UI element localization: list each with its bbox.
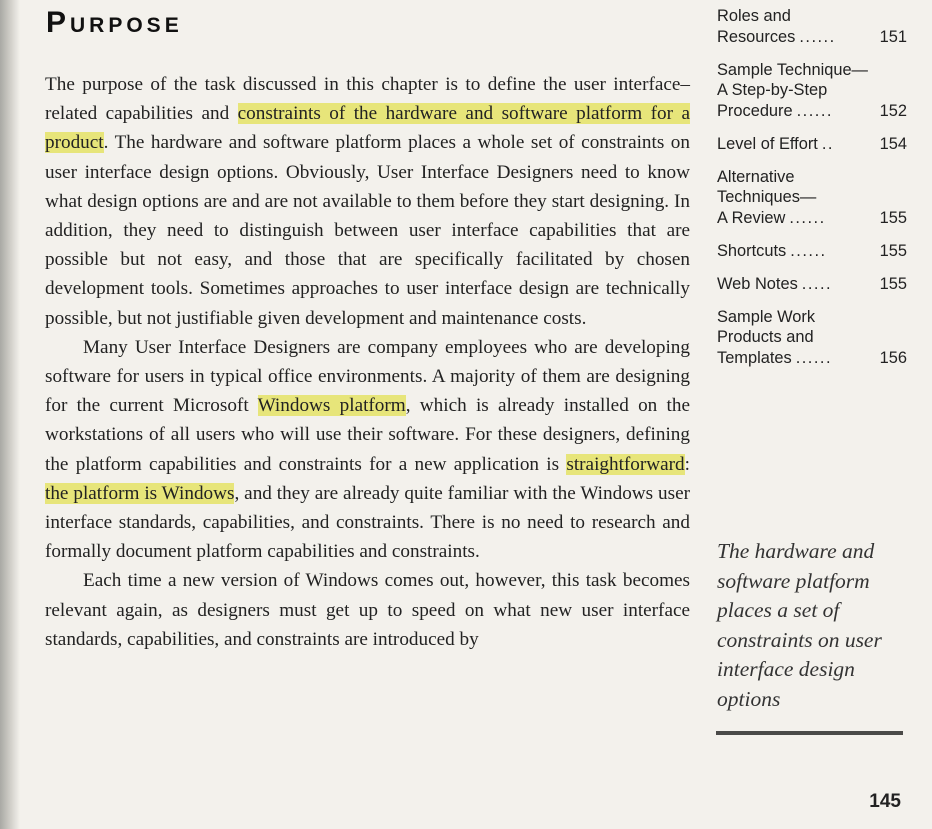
toc-entry-title-line: Sample Technique—	[717, 60, 868, 79]
toc-entry-title-line: Alternative	[717, 167, 795, 186]
toc-entry-title-line: Techniques—	[717, 188, 817, 206]
toc-page-number: 152	[879, 101, 907, 120]
toc-leader-dots: ......	[796, 101, 833, 120]
highlighted-text: straightforward	[566, 453, 685, 475]
section-heading: Purpose	[46, 6, 183, 39]
highlighted-text: Windows platform	[257, 395, 406, 417]
chapter-contents-sidebar	[717, 6, 907, 381]
toc-page-number: 155	[879, 241, 907, 260]
toc-entry-title-line: Shortcuts	[717, 241, 787, 260]
toc-entry-title-line: Resources	[717, 27, 796, 46]
toc-entry-row	[717, 208, 907, 229]
toc-entry-row	[717, 134, 907, 155]
highlighted-text: the platform is Windows	[45, 482, 235, 504]
body-text	[45, 70, 690, 654]
toc-entry-title-line: Level of Effort	[717, 134, 818, 153]
toc-entry	[717, 307, 907, 369]
toc-leader-dots: ......	[790, 241, 827, 260]
toc-page-number: 155	[879, 208, 907, 227]
paragraph	[45, 566, 690, 654]
text-run: Each time a new version of Windows comes out, however, this task becomes relevant again, as designers must get up to speed on what new user interface standards, capabilities, and constraints are introduced by	[45, 570, 690, 650]
toc-leader-dots: ......	[789, 208, 826, 227]
book-spine-shadow	[0, 0, 20, 829]
toc-page-number: 155	[879, 274, 907, 293]
paragraph	[45, 333, 690, 567]
sidebar-rule	[716, 731, 903, 735]
page-number: 145	[869, 791, 901, 812]
toc-entry	[717, 241, 907, 262]
pull-quote: The hardware and software platform places a set of constraints on user interface design options	[717, 539, 882, 711]
toc-leader-dots: ......	[799, 27, 836, 46]
text-run: :	[684, 453, 690, 475]
toc-entry-title-line: A Step-by-Step	[717, 81, 828, 99]
toc-entry-row	[717, 348, 907, 369]
toc-entry	[717, 134, 907, 155]
text-run: , which is already installed on the workstations of all users who will use their software. For these designers, defining the platform capabilities and constraints for a new application is	[45, 395, 690, 475]
toc-entry-title-line: Roles and	[717, 7, 791, 25]
toc-entry	[717, 6, 907, 47]
toc-entry-title-line: Web Notes	[717, 274, 798, 293]
toc-entry-title-line: Sample Work	[717, 307, 816, 326]
toc-page-number: 151	[879, 27, 907, 46]
toc-entry-title-line: A Review	[717, 208, 786, 227]
toc-entry	[717, 167, 907, 229]
highlighted-text: constraints of the hardware and software platform for a product	[45, 103, 690, 154]
toc-entry-row	[717, 274, 907, 295]
toc-entry-title-line: Products and	[717, 328, 814, 346]
toc-page-number: 156	[879, 348, 907, 367]
text-run: The purpose of the task discussed in this chapter is to define the user interface–related capabilities and	[45, 74, 690, 125]
toc-leader-dots: ......	[795, 348, 833, 367]
toc-entry-title-line: Templates	[717, 348, 792, 367]
text-run: Many User Interface Designers are company employees who are developing software for users in typical office environments. A majority of them are designing for the current Microsoft	[45, 336, 690, 417]
toc-entry	[717, 60, 907, 122]
toc-entry	[717, 274, 907, 295]
paragraph	[45, 70, 690, 333]
toc-leader-dots: .....	[801, 274, 833, 293]
toc-entry-row	[717, 241, 907, 262]
text-run: , and they are already quite familiar with the Windows user interface standards, capabilities, and constraints. There is no need to research and formally document platform capabilities and constraints.	[45, 482, 690, 563]
toc-page-number: 154	[879, 134, 907, 153]
toc-leader-dots: ..	[821, 134, 834, 153]
toc-entry-title-line: Procedure	[717, 101, 793, 120]
toc-entry-row	[717, 27, 907, 48]
text-run: . The hardware and software platform places a whole set of constraints on user interface design options. Obviously, User Interface Designers need to know what design options are and are not available to them before they start designing. In addition, they need to distinguish between user interface capabilities that are possible but not easy, and those that are specifically facilitated by chosen development tools. Sometimes approaches to user interface design are technically possible, but not justifiable given development and maintenance costs.	[45, 132, 690, 329]
toc-entry-row	[717, 101, 907, 122]
